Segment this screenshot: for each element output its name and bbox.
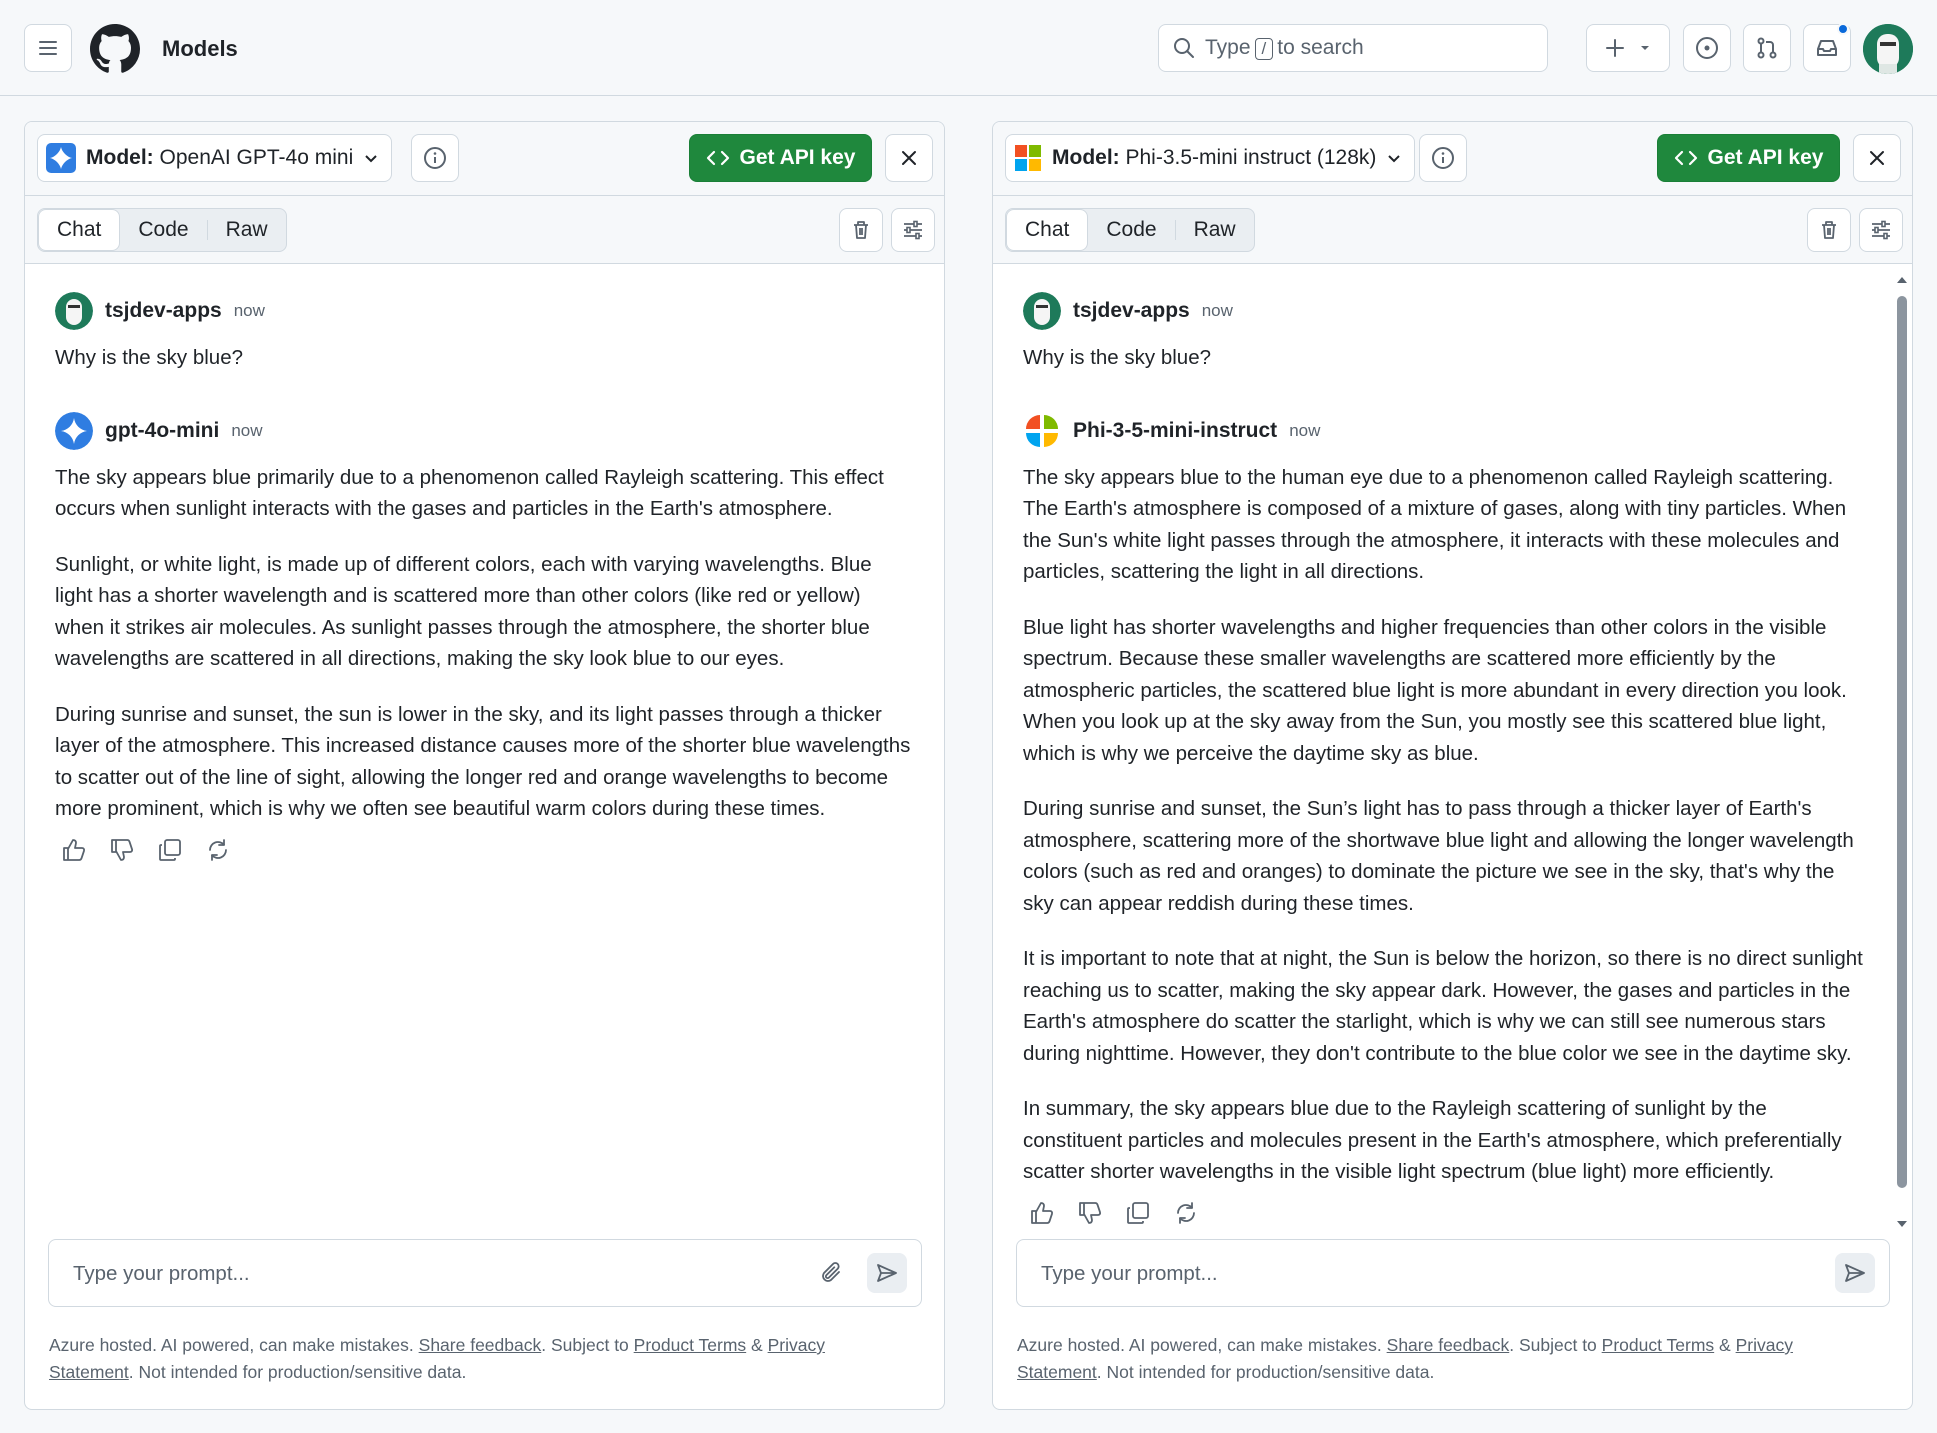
get-api-key-button[interactable]: [1657, 134, 1840, 182]
chevron-down-icon: [363, 150, 379, 166]
close-icon: [1868, 149, 1886, 167]
send-button[interactable]: [867, 1253, 907, 1293]
bot-message-text: [55, 462, 914, 825]
menu-icon: [37, 37, 59, 59]
bot-name: gpt-4o-mini: [105, 418, 220, 442]
paperclip-icon[interactable]: [819, 1260, 845, 1286]
disclaimer-text: . Not intended for production/sensitive data.: [1096, 1362, 1435, 1382]
user-name[interactable]: tsjdev-apps: [105, 299, 222, 322]
user-message-text: Why is the sky blue?: [55, 346, 243, 369]
github-logo-icon[interactable]: [90, 24, 140, 74]
search-input[interactable]: [1158, 24, 1548, 72]
bot-message-header: [55, 412, 944, 450]
chevron-down-icon: [1386, 150, 1402, 166]
bot-message-header: [1023, 412, 1912, 450]
get-api-key-label: Get API key: [1707, 146, 1824, 169]
thumbs-up-icon[interactable]: [61, 837, 87, 863]
tab-chat[interactable]: Chat: [1006, 209, 1088, 251]
tab-raw[interactable]: Raw: [1193, 218, 1236, 241]
prompt-placeholder: Type your prompt...: [73, 1262, 250, 1285]
sliders-icon: [1869, 218, 1893, 242]
panel-toolbar: [993, 122, 1912, 196]
product-terms-link[interactable]: Product Terms: [633, 1335, 747, 1355]
sliders-icon: [901, 218, 925, 242]
tab-chat[interactable]: Chat: [38, 209, 120, 251]
openai-model-icon: [46, 143, 76, 173]
bot-paragraph: Sunlight, or white light, is made up of different colors, each with varying wavelengths. Blue light has a shorter wavelength and is scattered more than other colors (like red or yellow) when it strikes air molecules. As sunlight passes through the atmosphere, the shorter blue wavelengths are scattered in all directions, making the sky look blue to our eyes.: [55, 552, 872, 670]
prompt-placeholder: Type your prompt...: [1041, 1262, 1218, 1285]
get-api-key-label: Get API key: [739, 146, 856, 169]
user-avatar: [55, 292, 93, 330]
model-selector[interactable]: [37, 134, 392, 182]
model-name: OpenAI GPT-4o mini: [159, 146, 354, 169]
message-time: now: [1289, 420, 1321, 440]
tab-raw[interactable]: Raw: [225, 218, 268, 241]
message-actions: [1029, 1200, 1912, 1226]
parameters-button[interactable]: [891, 208, 935, 252]
user-message-header: [1023, 292, 1912, 330]
bot-paragraph: During sunrise and sunset, the sun is lower in the sky, and its light passes through a thicker layer of the atmosphere. This increased distance causes more of the shorter blue wavelengths to scatter out of the line of sight, allowing the longer red and orange wavelengths to become more prominent, which is why we often see beautiful warm colors during these times.: [55, 702, 911, 820]
scrollbar-thumb[interactable]: [1897, 296, 1907, 1188]
clear-chat-button[interactable]: [839, 208, 883, 252]
scroll-up-arrow-icon[interactable]: [1896, 274, 1908, 286]
message-list: [993, 264, 1912, 1232]
disclaimer-text: . Subject to: [1509, 1335, 1597, 1355]
search-shortcut-key: /: [1255, 38, 1274, 60]
panel-toolbar: [25, 122, 944, 196]
message-scrollbar[interactable]: [1896, 274, 1908, 1230]
get-api-key-button[interactable]: [689, 134, 872, 182]
search-placeholder-suffix: to search: [1277, 36, 1364, 59]
message-time: now: [1201, 301, 1233, 320]
send-icon: [875, 1261, 899, 1285]
privacy-statement-link[interactable]: Privacy Statement: [1017, 1335, 1793, 1382]
phi-model-avatar: [1023, 412, 1061, 450]
disclaimer-text: . Not intended for production/sensitive data.: [128, 1362, 467, 1382]
message-time: now: [231, 420, 263, 440]
menu-button[interactable]: [24, 24, 72, 72]
share-feedback-link[interactable]: Share feedback: [418, 1335, 542, 1355]
user-message-text: Why is the sky blue?: [1023, 346, 1211, 369]
privacy-statement-link[interactable]: Privacy Statement: [49, 1335, 825, 1382]
view-tabs: [37, 208, 287, 252]
close-panel-button[interactable]: [885, 134, 933, 182]
trash-icon: [1818, 219, 1840, 241]
model-selector[interactable]: [1005, 134, 1415, 182]
scroll-down-arrow-icon[interactable]: [1896, 1218, 1908, 1230]
user-message-header: [55, 292, 944, 330]
send-icon: [1843, 1261, 1867, 1285]
model-info-button[interactable]: [1419, 134, 1467, 182]
info-icon: [423, 146, 447, 170]
notification-indicator: [1837, 23, 1849, 35]
view-tabs: [1005, 208, 1255, 252]
disclaimer-text: Azure hosted. AI powered, can make mistakes.: [1017, 1335, 1382, 1355]
regenerate-icon[interactable]: [1173, 1200, 1199, 1226]
pull-request-icon: [1755, 36, 1779, 60]
model-info-button[interactable]: [411, 134, 459, 182]
user-avatar: [1023, 292, 1061, 330]
disclaimer: [1017, 1332, 1877, 1386]
prompt-input[interactable]: [1016, 1239, 1890, 1307]
create-new-button[interactable]: [1586, 24, 1670, 72]
close-icon: [900, 149, 918, 167]
copy-icon[interactable]: [1125, 1200, 1151, 1226]
model-panel-left: [24, 121, 945, 1410]
share-feedback-link[interactable]: Share feedback: [1386, 1335, 1510, 1355]
model-label: Model:: [86, 146, 154, 169]
disclaimer: [49, 1332, 909, 1386]
bot-paragraph: Blue light has shorter wavelengths and higher frequencies than other colors in the visible spectrum. Because these smaller wavelengths are scattered more efficiently by the atmospheric particles, the scattered blue light is more abundant in every direction you look. When you look up at the sky away from the Sun, you mostly see this scattered blue light, which is why we perceive the daytime sky as blue.: [1023, 615, 1847, 765]
info-icon: [1431, 146, 1455, 170]
inbox-button[interactable]: [1803, 24, 1851, 72]
chevron-down-icon: [1639, 42, 1651, 54]
message-time: now: [233, 301, 265, 320]
product-terms-link[interactable]: Product Terms: [1601, 1335, 1715, 1355]
clear-chat-button[interactable]: [1807, 208, 1851, 252]
issues-icon: [1695, 36, 1719, 60]
regenerate-icon[interactable]: [205, 837, 231, 863]
bot-paragraph: The sky appears blue to the human eye due to a phenomenon called Rayleigh scattering. The Earth's atmosphere is composed of a mixture of gases, along with tiny particles. When the Sun's white light passes through the atmosphere, it interacts with these molecules and particles, scattering the light in all directions.: [1023, 465, 1847, 583]
prompt-input[interactable]: [48, 1239, 922, 1307]
copy-icon[interactable]: [157, 837, 183, 863]
bot-name: Phi-3-5-mini-instruct: [1073, 418, 1278, 442]
search-placeholder-prefix: Type: [1205, 36, 1251, 59]
message-actions: [61, 837, 944, 863]
page-title[interactable]: Models: [162, 36, 238, 61]
thumbs-down-icon[interactable]: [1077, 1200, 1103, 1226]
inbox-icon: [1815, 36, 1839, 60]
tab-code[interactable]: Code: [138, 218, 189, 241]
microsoft-model-icon: [1014, 144, 1042, 172]
disclaimer-text: Azure hosted. AI powered, can make mistakes.: [49, 1335, 414, 1355]
code-icon: [706, 148, 730, 168]
model-label: Model:: [1052, 146, 1120, 169]
issues-button[interactable]: [1683, 24, 1731, 72]
model-name: Phi-3.5-mini instruct (128k): [1125, 146, 1377, 169]
plus-icon: [1605, 38, 1625, 58]
message-list: [25, 264, 944, 1361]
pull-requests-button[interactable]: [1743, 24, 1791, 72]
disclaimer-text: &: [751, 1335, 763, 1355]
panel-tabbar: [993, 196, 1912, 264]
model-panel-right: [992, 121, 1913, 1410]
disclaimer-text: &: [1719, 1335, 1731, 1355]
panel-tabbar: [25, 196, 944, 264]
user-name[interactable]: tsjdev-apps: [1073, 299, 1190, 322]
send-button[interactable]: [1835, 1253, 1875, 1293]
bot-message-text: [1023, 462, 1868, 1188]
close-panel-button[interactable]: [1853, 134, 1901, 182]
top-navigation-bar: [0, 0, 1937, 96]
user-avatar[interactable]: [1863, 24, 1913, 74]
gpt-model-avatar: [55, 412, 93, 450]
parameters-button[interactable]: [1859, 208, 1903, 252]
trash-icon: [850, 219, 872, 241]
bot-paragraph: It is important to note that at night, the Sun is below the horizon, so there is no direct sunlight reaching us to scatter, making the sky appear dark. However, the gases and particles in the Earth's atmosphere do scatter the starlight, which is why we can still see numerous stars during nighttime. However, they don't contribute to the blue color we see in the daytime sky.: [1023, 947, 1863, 1065]
bot-paragraph: In summary, the sky appears blue due to the Rayleigh scattering of sunlight by the constituent particles and molecules present in the Earth's atmosphere, which preferentially scatter shorter wavelengths in the visible light spectrum (blue light) more efficiently.: [1023, 1097, 1842, 1183]
search-icon: [1173, 37, 1195, 59]
thumbs-down-icon[interactable]: [109, 837, 135, 863]
tab-code[interactable]: Code: [1106, 218, 1157, 241]
disclaimer-text: . Subject to: [541, 1335, 629, 1355]
bot-paragraph: The sky appears blue primarily due to a phenomenon called Rayleigh scattering. This effect occurs when sunlight interacts with the gases and particles in the Earth's atmosphere.: [55, 465, 884, 520]
code-icon: [1674, 148, 1698, 168]
bot-paragraph: During sunrise and sunset, the Sun’s light has to pass through a thicker layer of Earth's atmosphere, scattering more of the shortwave blue light and allowing the longer wavelength colors (such as red and oranges) to dominate the picture we see in the sky, that's why the sky can appear reddish during these times.: [1023, 797, 1854, 915]
thumbs-up-icon[interactable]: [1029, 1200, 1055, 1226]
